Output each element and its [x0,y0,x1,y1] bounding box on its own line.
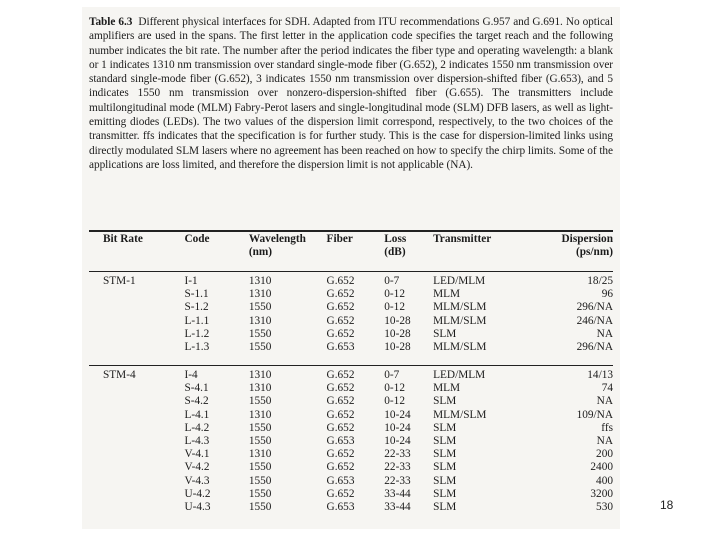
cell-transmitter: SLM [433,461,457,474]
cell-loss: 10-24 [384,421,411,434]
cell-fiber: G.652 [326,369,355,381]
cell-transmitter: SLM [433,421,457,434]
cell-code: L-4.1 [184,408,210,421]
cell-wavelength: 1310 [248,369,272,381]
cell-wavelength: 1550 [248,421,272,434]
cell-transmitter: LED/MLM [433,275,486,287]
cell-loss: 0-12 [384,288,405,301]
cell-transmitter: MLM [433,382,461,395]
header-dispersion: Dispersion (ps/nm) [561,233,613,259]
cell-code: L-1.1 [184,314,210,327]
table-row [89,501,613,514]
cell-dispersion: 246/NA [576,314,613,327]
cell-code: I-4 [184,369,198,381]
cell-code: S-4.2 [184,395,209,408]
caption-label: Table 6.3 [89,16,133,28]
cell-wavelength: 1550 [248,487,272,500]
cell-loss: 33-44 [384,501,411,514]
cell-fiber: G.653 [326,474,355,487]
cell-code: U-4.2 [184,487,211,500]
table-row [89,301,613,314]
table-row [89,395,613,408]
cell-loss: 0-7 [384,369,400,381]
cell-loss: 22-33 [384,474,411,487]
cell-transmitter: MLM/SLM [433,301,487,314]
table-row [89,382,613,395]
cell-dispersion: ffs [601,421,613,434]
cell-loss: 0-12 [384,395,405,408]
cell-wavelength: 1550 [248,327,272,340]
cell-fiber: G.653 [326,435,355,448]
cell-transmitter: MLM [433,288,461,301]
cell-fiber: G.652 [326,327,355,340]
cell-dispersion: 3200 [590,487,613,500]
cell-code: V-4.3 [184,474,210,487]
cell-fiber: G.652 [326,288,355,301]
cell-transmitter: SLM [433,501,457,514]
cell-dispersion: 2400 [590,461,613,474]
group-bit-rate: STM-4 [103,369,136,381]
page-number: 18 [660,498,674,512]
cell-code: S-1.2 [184,301,209,314]
table-row [89,341,613,354]
table-row [89,369,613,382]
cell-wavelength: 1310 [248,382,272,395]
cell-fiber: G.652 [326,448,355,461]
cell-wavelength: 1310 [248,275,272,287]
cell-loss: 10-28 [384,341,411,354]
group-bit-rate: STM-1 [103,275,136,287]
cell-dispersion: 18/25 [587,275,613,287]
cell-transmitter: SLM [433,474,457,487]
cell-wavelength: 1550 [248,501,272,514]
cell-loss: 22-33 [384,461,411,474]
cell-loss: 10-28 [384,314,411,327]
header-bit-rate: Bit Rate [103,233,143,245]
cell-code: I-1 [184,275,198,287]
cell-transmitter: MLM/SLM [433,341,487,354]
cell-code: V-4.1 [184,448,210,461]
table-row [89,328,613,341]
cell-code: S-1.1 [184,288,209,301]
table-row [89,475,613,488]
cell-dispersion: 530 [596,501,613,514]
cell-loss: 0-12 [384,301,405,314]
cell-dispersion: NA [596,327,613,340]
header-row [89,233,613,259]
cell-wavelength: 1310 [248,408,272,421]
cell-wavelength: 1550 [248,435,272,448]
table-row [89,435,613,448]
cell-transmitter: MLM/SLM [433,408,487,421]
cell-dispersion: NA [596,395,613,408]
cell-transmitter: SLM [433,435,457,448]
cell-dispersion: 74 [601,382,613,395]
cell-loss: 10-24 [384,435,411,448]
cell-fiber: G.653 [326,341,355,354]
cell-fiber: G.652 [326,408,355,421]
cell-loss: 22-33 [384,448,411,461]
cell-code: L-4.3 [184,435,210,448]
cell-dispersion: 400 [596,474,613,487]
cell-dispersion: NA [596,435,613,448]
table-caption [89,15,613,172]
cell-transmitter: SLM [433,327,457,340]
header-fiber: Fiber [326,233,353,245]
cell-loss: 33-44 [384,487,411,500]
header-loss: Loss (dB) [384,233,407,259]
table-header [89,233,613,259]
table-group-stm4 [89,369,613,514]
cell-fiber: G.652 [326,487,355,500]
cell-wavelength: 1310 [248,314,272,327]
cell-loss: 0-12 [384,382,405,395]
header-transmitter: Transmitter [433,233,492,245]
cell-code: L-1.3 [184,341,210,354]
cell-transmitter: LED/MLM [433,369,486,381]
caption-text: Different physical interfaces for SDH. Adapted from ITU recommendations G.957 and G.691. No optical amplifiers are used in the spans. The first letter in the application code specifies the target reach and the following number indicates the bit rate. The number after the period indicates the fiber type and operating wavelength: a blank or 1 indicates 1310 nm transmission over standard single-mode fiber (G.652), 2 indicates 1550 nm transmission over standard single-mode fiber (G.652), 3 indicates 1550 nm transmission over dispersion-shifted fiber (G.653), and 5 indicates 1550 nm transmission over nonzero-dispersion-shifted fiber (G.655). The transmitters include multilongitudinal mode (MLM) Fabry-Perot lasers and single-longitudinal mode (SLM) DFB lasers, as well as light-emitting diodes (LEDs). The two values of the dispersion limit correspond, respectively, to the two choices of the transmitter. ffs indicates that the specification is for further study. This is the case for dispersion-limited links using directly modulated SLM lasers where no agreement has been reached on how to specify the chirp limits. Some of the applications are loss limited, and therefore the dispersion limit is not applicable (NA). [89,16,613,171]
cell-dispersion: 14/13 [587,369,613,381]
scanned-table-image [82,7,620,529]
cell-fiber: G.652 [326,382,355,395]
cell-loss: 10-28 [384,327,411,340]
header-code: Code [184,233,210,245]
cell-wavelength: 1550 [248,301,272,314]
table-row [89,409,613,422]
cell-code: L-1.2 [184,327,210,340]
table-row [89,288,613,301]
cell-transmitter: MLM/SLM [433,314,487,327]
cell-fiber: G.652 [326,314,355,327]
cell-fiber: G.652 [326,461,355,474]
cell-fiber: G.652 [326,275,355,287]
table-row [89,275,613,288]
cell-fiber: G.653 [326,501,355,514]
header-wavelength: Wavelength (nm) [248,233,306,259]
cell-loss: 10-24 [384,408,411,421]
cell-code: U-4.3 [184,501,211,514]
header-bottom-rule [89,271,613,272]
cell-fiber: G.652 [326,395,355,408]
table-top-rule [89,230,613,232]
cell-code: V-4.2 [184,461,210,474]
cell-wavelength: 1550 [248,395,272,408]
group-divider-rule [89,365,613,366]
cell-wavelength: 1550 [248,341,272,354]
table-row [89,315,613,328]
cell-transmitter: SLM [433,395,457,408]
cell-fiber: G.652 [326,421,355,434]
cell-transmitter: SLM [433,487,457,500]
cell-dispersion: 200 [596,448,613,461]
cell-transmitter: SLM [433,448,457,461]
cell-code: L-4.2 [184,421,210,434]
table-row [89,488,613,501]
cell-dispersion: 109/NA [576,408,613,421]
cell-dispersion: 96 [601,288,613,301]
table-row [89,422,613,435]
cell-wavelength: 1310 [248,448,272,461]
table-row [89,448,613,461]
cell-code: S-4.1 [184,382,209,395]
cell-dispersion: 296/NA [576,301,613,314]
table-group-stm1 [89,275,613,354]
cell-fiber: G.652 [326,301,355,314]
cell-wavelength: 1550 [248,474,272,487]
table-row [89,461,613,474]
cell-dispersion: 296/NA [576,341,613,354]
cell-loss: 0-7 [384,275,400,287]
cell-wavelength: 1310 [248,288,272,301]
cell-wavelength: 1550 [248,461,272,474]
